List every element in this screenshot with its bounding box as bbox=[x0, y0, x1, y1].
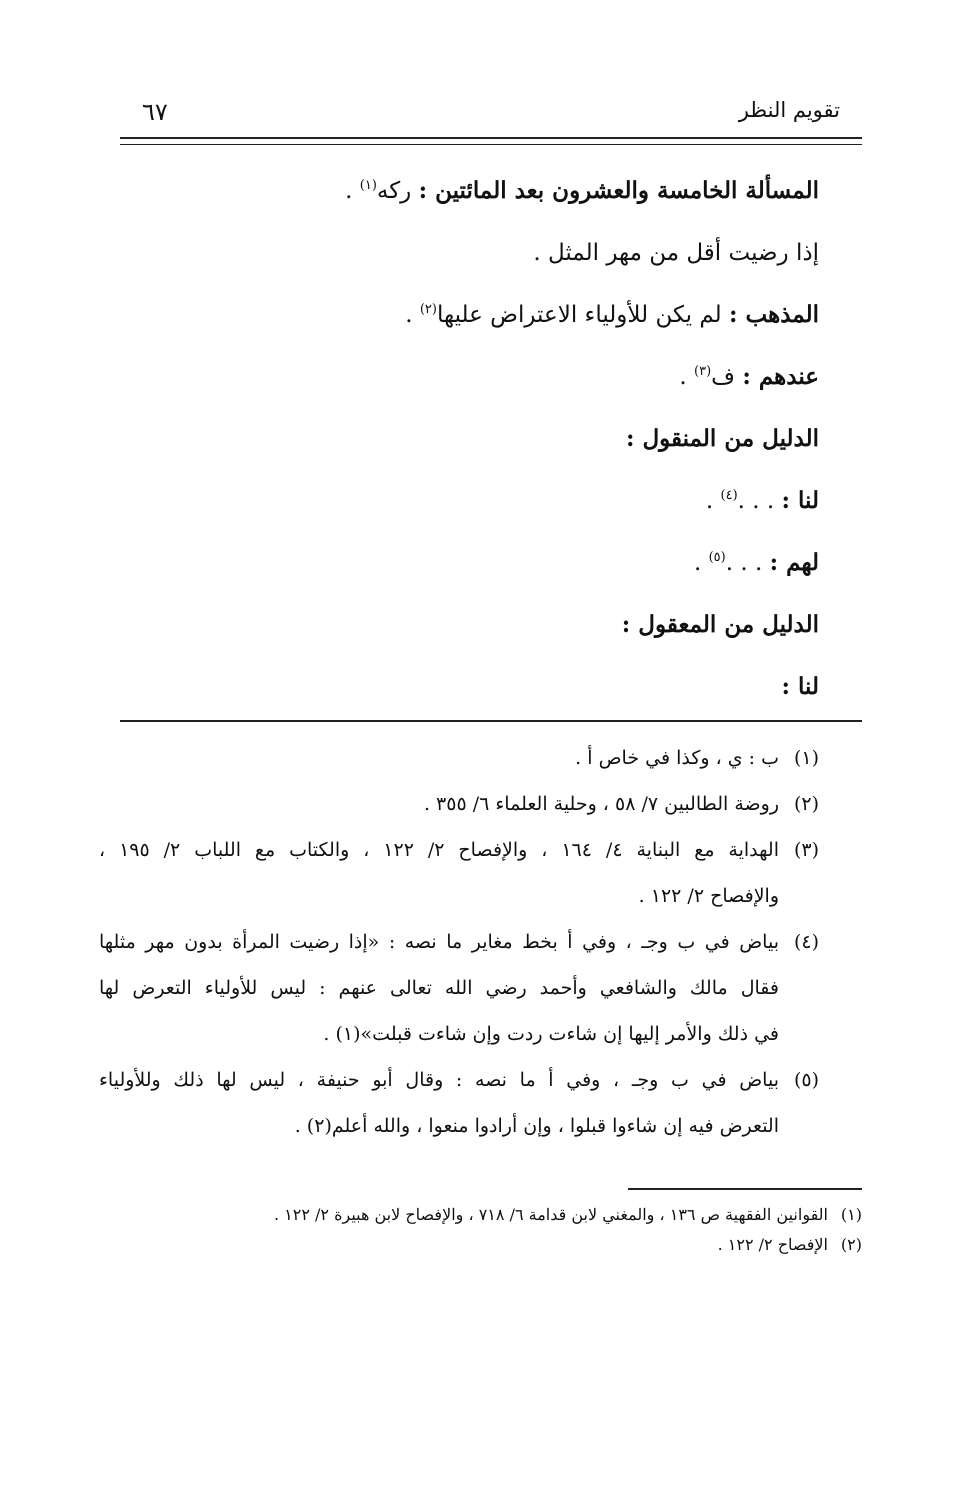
footnote-ref: (١) bbox=[359, 178, 377, 193]
line-text: . . . bbox=[725, 550, 770, 576]
main-line bbox=[179, 532, 819, 594]
footnote-line: في ذلك والأمر إليها إن شاءت ردت وإن شاءت قبلت»(١) . bbox=[323, 1023, 779, 1045]
line-label: المذهب : bbox=[729, 301, 819, 328]
line-tail: . bbox=[345, 178, 360, 204]
line-label: لنا : bbox=[781, 673, 819, 700]
footnote bbox=[99, 827, 819, 919]
subnotes bbox=[122, 1200, 862, 1260]
footnotes bbox=[99, 735, 819, 1149]
main-text bbox=[179, 160, 819, 718]
line-label: لهم : bbox=[769, 549, 819, 576]
main-line bbox=[179, 222, 819, 284]
line-label: عندهم : bbox=[742, 363, 819, 390]
footnote bbox=[99, 781, 819, 827]
footnote-line: بياض في ب وجـ ، وفي أ بخط مغاير ما نصه : «إذا رضيت المرأة بدون مهر مثلها bbox=[99, 931, 779, 953]
subnote bbox=[122, 1200, 862, 1230]
main-line bbox=[179, 346, 819, 408]
header-rule-thin bbox=[120, 144, 862, 145]
main-line bbox=[179, 160, 819, 222]
subnote-text: القوانين الفقهية ص ١٣٦ ، والمغني لابن قدامة ٦/ ٧١٨ ، والإفصاح لابن هبيرة ٢/ ١٢٢ . bbox=[273, 1205, 828, 1224]
line-tail: . bbox=[705, 488, 721, 514]
footnote-line: التعرض فيه إن شاءوا قبلوا ، وإن أرادوا منعوا ، والله أعلم(٢) . bbox=[294, 1115, 779, 1137]
footnote-ref: (٥) bbox=[708, 550, 726, 565]
line-text: ركه bbox=[376, 178, 419, 204]
line-label: لنا : bbox=[781, 487, 819, 514]
main-line bbox=[179, 470, 819, 532]
line-text: ف bbox=[711, 364, 743, 390]
footnote bbox=[99, 919, 819, 1057]
main-line bbox=[179, 594, 819, 656]
footnote-ref: (٤) bbox=[720, 488, 738, 503]
main-line bbox=[179, 656, 819, 718]
subnote-rule bbox=[628, 1188, 862, 1190]
page-number: ٦٧ bbox=[142, 98, 168, 126]
line-text: إذا رضيت أقل من مهر المثل . bbox=[533, 240, 819, 266]
footnote-line: فقال مالك والشافعي وأحمد رضي الله تعالى عنهم : ليس للأولياء التعرض لها bbox=[99, 977, 779, 999]
subnote-text: الإفصاح ٢/ ١٢٢ . bbox=[717, 1235, 828, 1254]
line-label: الدليل من المنقول : bbox=[625, 425, 819, 452]
footnote-ref: (٣) bbox=[694, 364, 712, 379]
page-header bbox=[120, 92, 840, 132]
line-text: لم يكن للأولياء الاعتراض عليها bbox=[436, 302, 730, 328]
main-line bbox=[179, 284, 819, 346]
line-label: المسألة الخامسة والعشرون بعد المائتين : bbox=[418, 177, 819, 204]
subnote-number: (١) bbox=[840, 1205, 862, 1224]
footnote bbox=[99, 735, 819, 781]
footnote-ref: (٢) bbox=[419, 302, 437, 317]
footnote-number: (٢) bbox=[793, 793, 819, 815]
footnote-line: ب : ي ، وكذا في خاص أ . bbox=[575, 747, 779, 769]
line-tail: . bbox=[405, 302, 420, 328]
running-title: تقويم النظر bbox=[738, 98, 840, 122]
footnote-number: (٣) bbox=[793, 839, 819, 861]
footnote-line: روضة الطالبين ٧/ ٥٨ ، وحلية العلماء ٦/ ٣٥٥ . bbox=[423, 793, 779, 815]
footnote-line: والإفصاح ٢/ ١٢٢ . bbox=[638, 885, 779, 907]
header-rule bbox=[120, 137, 862, 139]
footnote-rule bbox=[120, 720, 862, 722]
footnote-line: بياض في ب وجـ ، وفي أ ما نصه : وقال أبو حنيفة ، ليس لها ذلك وللأولياء bbox=[99, 1069, 779, 1091]
footnote-number: (٤) bbox=[793, 931, 819, 953]
footnote-number: (٥) bbox=[793, 1069, 819, 1091]
footnote bbox=[99, 1057, 819, 1149]
subnote bbox=[122, 1230, 862, 1260]
line-tail: . bbox=[693, 550, 709, 576]
main-line bbox=[179, 408, 819, 470]
footnote-number: (١) bbox=[793, 747, 819, 769]
line-text: . . . bbox=[737, 488, 782, 514]
subnote-number: (٢) bbox=[840, 1235, 862, 1254]
line-tail: . bbox=[679, 364, 695, 390]
line-label: الدليل من المعقول : bbox=[621, 611, 819, 638]
footnote-line: الهداية مع البناية ٤/ ١٦٤ ، والإفصاح ٢/ ١٢٢ ، والكتاب مع اللباب ٢/ ١٩٥ ، bbox=[99, 839, 779, 861]
